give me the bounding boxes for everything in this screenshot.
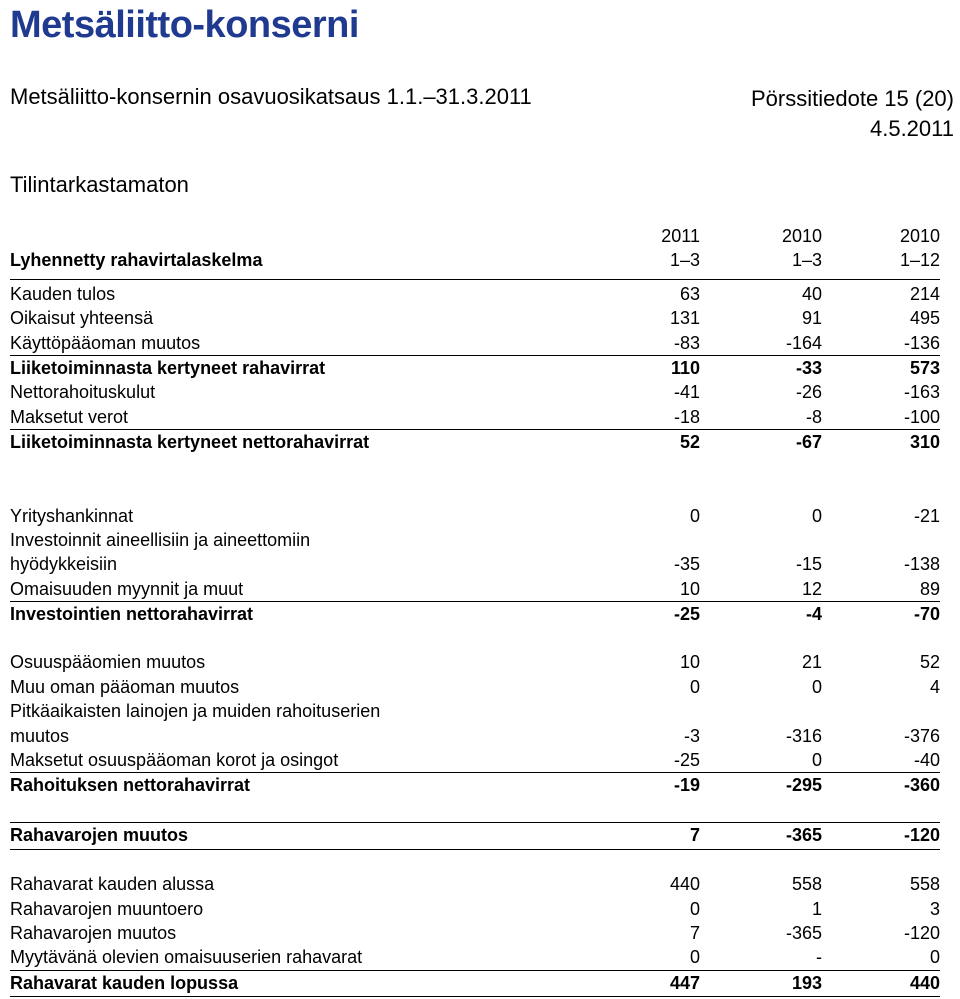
cell-value: 0 <box>689 947 700 968</box>
cell-value: 7 <box>689 923 700 944</box>
row-label: Rahavarat kauden alussa <box>10 874 215 895</box>
cell-value: -136 <box>903 332 940 353</box>
table-row <box>10 872 940 896</box>
column-period: 1–12 <box>899 250 940 271</box>
column-period: 1–3 <box>791 250 822 271</box>
row-label: Oikaisut yhteensä <box>10 308 154 329</box>
table-row <box>10 504 940 528</box>
release-date: 4.5.2011 <box>869 116 954 141</box>
cell-value: -138 <box>903 554 940 575</box>
row-label: Yrityshankinnat <box>10 505 134 526</box>
cell-value: -33 <box>795 357 822 378</box>
cell-value: -26 <box>795 382 822 403</box>
cell-value: 21 <box>801 652 822 673</box>
cell-value: 573 <box>909 357 940 378</box>
row-label: Liiketoiminnasta kertyneet rahavirrat <box>10 357 326 378</box>
row-label: Rahavarat kauden lopussa <box>10 972 239 993</box>
cell-value: 52 <box>919 652 940 673</box>
cell-value: -3 <box>683 725 700 746</box>
cell-value: 447 <box>669 972 700 993</box>
row-label: Rahavarojen muuntoero <box>10 898 204 919</box>
column-period: 1–3 <box>669 250 700 271</box>
cell-value: 63 <box>679 283 700 304</box>
cell-value: 91 <box>801 308 822 329</box>
cell-value: -25 <box>673 604 700 625</box>
cell-value: 0 <box>689 505 700 526</box>
table-row-subtotal <box>10 429 940 454</box>
table-row-subtotal <box>10 772 940 797</box>
cell-value: -15 <box>795 554 822 575</box>
table-row <box>10 331 940 355</box>
cell-value: -67 <box>795 432 822 453</box>
unaudited-note: Tilintarkastamaton <box>10 172 189 197</box>
cell-value: -4 <box>805 604 822 625</box>
report-title: Metsäliitto-konsernin osavuosikatsaus 1.1.–31.3.2011 <box>10 84 532 109</box>
cell-value: 1 <box>811 898 822 919</box>
table-row <box>10 748 940 772</box>
cell-value: -360 <box>903 775 940 796</box>
cell-value: 10 <box>679 578 700 599</box>
cell-value: -365 <box>785 923 822 944</box>
table-row-subtotal <box>10 822 940 847</box>
table-row <box>10 897 940 921</box>
table-header-periods <box>10 248 940 272</box>
cell-value: 193 <box>791 972 822 993</box>
row-label: Myytävänä olevien omaisuuserien rahavarat <box>10 947 363 968</box>
table-row <box>10 282 940 306</box>
cell-value: 0 <box>811 676 822 697</box>
row-label: Maksetut verot <box>10 406 129 427</box>
table-row <box>10 650 940 674</box>
row-label: Kauden tulos <box>10 283 116 304</box>
cell-value: -365 <box>785 824 822 845</box>
company-logo: Metsäliitto-konserni <box>10 4 359 46</box>
cell-value: 0 <box>689 676 700 697</box>
table-row <box>10 921 940 945</box>
cell-value: -120 <box>903 923 940 944</box>
cell-value: 12 <box>801 578 822 599</box>
row-label: Pitkäaikaisten lainojen ja muiden rahoituserien muutos <box>10 701 381 746</box>
cell-value: 10 <box>679 652 700 673</box>
cell-value: 0 <box>811 505 822 526</box>
cell-value: 7 <box>689 824 700 845</box>
table-header-years <box>10 224 940 248</box>
column-year: 2011 <box>661 226 700 246</box>
cell-value: 131 <box>669 308 700 329</box>
cell-value: 495 <box>909 308 940 329</box>
cell-value: -19 <box>673 775 700 796</box>
cell-value: 214 <box>909 283 940 304</box>
cell-value: -41 <box>673 382 700 403</box>
cell-value: -163 <box>903 382 940 403</box>
table-row <box>10 380 940 404</box>
table-row-total <box>10 970 940 995</box>
cash-flow-table <box>10 224 940 999</box>
row-label: Omaisuuden myynnit ja muut <box>10 578 244 599</box>
cell-value: 440 <box>669 874 700 895</box>
cell-value: 0 <box>811 750 822 771</box>
row-label: Käyttöpääoman muutos <box>10 332 201 353</box>
table-row <box>10 699 940 748</box>
cell-value: 0 <box>689 898 700 919</box>
cell-value: -25 <box>673 750 700 771</box>
cell-value: -8 <box>805 406 822 427</box>
table-row-subtotal <box>10 355 940 380</box>
cell-value: 440 <box>909 972 940 993</box>
cell-value: - <box>816 947 822 968</box>
row-label: Osuuspääomien muutos <box>10 652 206 673</box>
cell-value: -100 <box>903 406 940 427</box>
row-label: Nettorahoituskulut <box>10 382 156 403</box>
cell-value: 110 <box>670 357 700 378</box>
cell-value: -164 <box>785 332 822 353</box>
release-number: Pörssitiedote 15 (20) <box>751 86 954 111</box>
cell-value: -40 <box>913 750 940 771</box>
table-title: Lyhennetty rahavirtalaskelma <box>10 250 263 271</box>
table-row-subtotal <box>10 601 940 626</box>
cell-value: -295 <box>785 775 822 796</box>
cell-value: -70 <box>913 604 940 625</box>
row-label: Muu oman pääoman muutos <box>10 676 240 697</box>
column-year: 2010 <box>899 226 940 246</box>
row-label: Rahavarojen muutos <box>10 824 189 845</box>
cell-value: 0 <box>929 947 940 968</box>
cell-value: 3 <box>929 898 940 919</box>
cell-value: -21 <box>913 505 940 526</box>
cell-value: -18 <box>673 406 700 427</box>
column-year: 2010 <box>781 226 822 246</box>
cell-value: -83 <box>673 332 700 353</box>
cell-value: -376 <box>903 725 940 746</box>
row-label: Rahoituksen nettorahavirrat <box>10 775 251 796</box>
table-row <box>10 675 940 699</box>
cell-value: -316 <box>785 725 822 746</box>
cell-value: 558 <box>909 874 940 895</box>
cell-value: 52 <box>679 432 700 453</box>
cell-value: -120 <box>903 824 940 845</box>
cell-value: 4 <box>929 676 940 697</box>
row-label: Rahavarojen muutos <box>10 923 177 944</box>
release-info <box>694 84 954 144</box>
row-label: Investointien nettorahavirrat <box>10 604 254 625</box>
row-label: Maksetut osuuspääoman korot ja osingot <box>10 750 339 771</box>
cell-value: 89 <box>919 578 940 599</box>
cell-value: -35 <box>673 554 700 575</box>
table-row <box>10 945 940 969</box>
table-row <box>10 306 940 330</box>
table-row <box>10 577 940 601</box>
cell-value: 40 <box>801 283 822 304</box>
cell-value: 558 <box>791 874 822 895</box>
row-label: Liiketoiminnasta kertyneet nettorahavirrat <box>10 432 370 453</box>
table-row <box>10 528 940 577</box>
row-label: Investoinnit aineellisiin ja aineettomiin hyödykkeisiin <box>10 529 311 575</box>
cell-value: 310 <box>909 432 940 453</box>
table-row <box>10 405 940 429</box>
